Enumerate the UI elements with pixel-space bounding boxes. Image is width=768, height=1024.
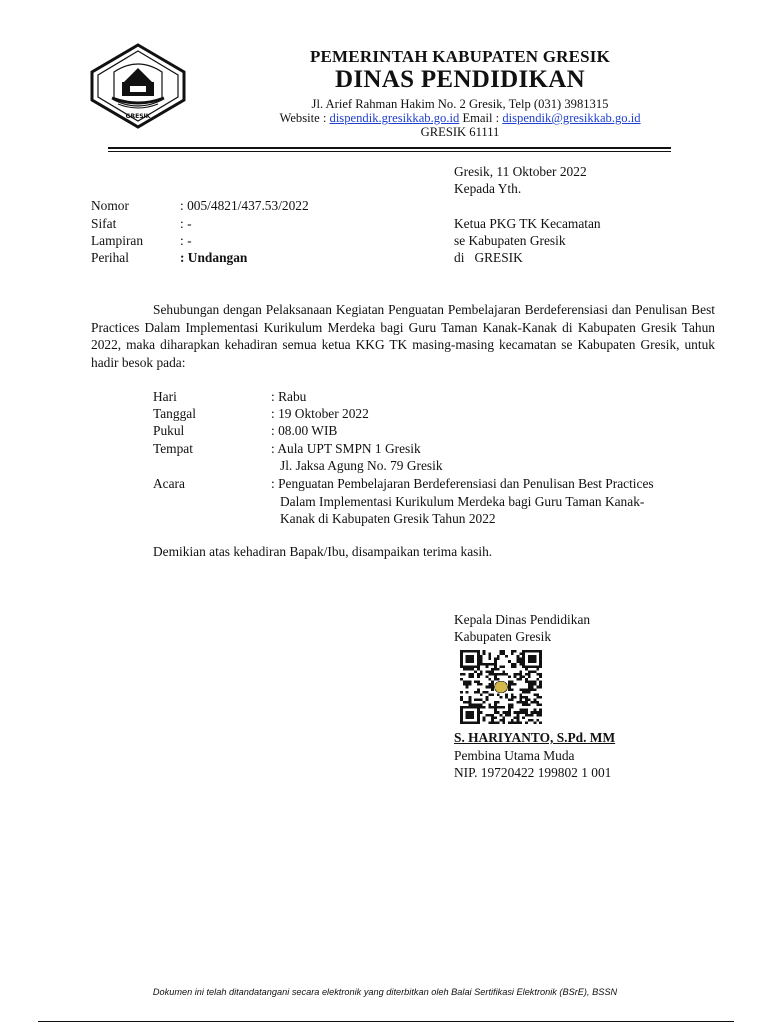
signer-nip: NIP. 19720422 199802 1 001 <box>454 765 612 780</box>
recipient-line-1: Ketua PKG TK Kecamatan <box>454 216 601 231</box>
acara-label: Acara <box>153 476 185 491</box>
letterhead-rule-thick <box>108 147 671 149</box>
agency-name: DINAS PENDIDIKAN <box>335 66 585 93</box>
meta-lampiran-value: : - <box>180 233 192 248</box>
logo-text: GRESIK <box>125 113 151 120</box>
acara-value-1: : Penguatan Pembelajaran Berdeferensiasi dan Penulisan Best Practices <box>271 476 654 491</box>
contact-line <box>200 111 720 126</box>
signer-name: S. HARIYANTO, S.Pd. MM <box>454 730 616 745</box>
recipient-line-3: di GRESIK <box>454 250 523 265</box>
recipient-line-2: se Kabupaten Gresik <box>454 233 566 248</box>
agency-address: Jl. Arief Rahman Hakim No. 2 Gresik, Telp (031) 3981315 <box>311 97 609 111</box>
pukul-value: : 08.00 WIB <box>271 423 338 438</box>
tanggal-label: Tanggal <box>153 406 196 421</box>
letter-date: Gresik, 11 Oktober 2022 <box>454 164 587 179</box>
e-signature-notice: Dokumen ini telah ditandatangani secara elektronik yang diterbitkan oleh Balai Sertifikasi Elektronik (BSrE), BSSN <box>152 987 618 997</box>
acara-value-2: Dalam Implementasi Kurikulum Merdeka bagi Guru Taman Kanak- <box>280 494 645 509</box>
website-link[interactable]: dispendik.gresikkab.go.id <box>329 111 460 125</box>
hari-label: Hari <box>153 389 177 404</box>
meta-lampiran-label: Lampiran <box>91 233 144 248</box>
meta-nomor-label: Nomor <box>91 198 129 213</box>
email-link[interactable]: dispendik@gresikkab.go.id <box>502 111 641 125</box>
signer-rank: Pembina Utama Muda <box>454 748 575 763</box>
tempat-label: Tempat <box>153 441 193 456</box>
meta-perihal-label: Perihal <box>91 250 129 265</box>
meta-perihal-value: : Undangan <box>180 250 248 265</box>
gov-name: PEMERINTAH KABUPATEN GRESIK <box>309 47 611 66</box>
qr-signature-code <box>458 650 544 724</box>
meta-sifat-value: : - <box>180 216 192 231</box>
tempat-value-2: Jl. Jaksa Agung No. 79 Gresik <box>280 458 443 473</box>
signer-title-2: Kabupaten Gresik <box>454 629 552 644</box>
website-label: Website : <box>279 111 330 125</box>
meta-sifat-label: Sifat <box>91 216 117 231</box>
tanggal-value: : 19 Oktober 2022 <box>271 406 369 421</box>
meta-nomor-value: : 005/4821/437.53/2022 <box>180 198 309 213</box>
gresik-regency-logo <box>84 42 192 130</box>
letterhead-rule-thin <box>108 151 671 152</box>
body-paragraph: Sehubungan dengan Pelaksanaan Kegiatan Penguatan Pembelajaran Berdeferensiasi dan Penulisan Best Practices Dalam Implementasi Kurikulum Merdeka bagi Guru Taman Kanak-Kanak di Kabupaten Gresik Tahun 2022, maka diharapkan kehadiran semua ketua KKG TK masing-masing kecamatan se Kabupaten Gresik, untuk hadir besok pada: <box>91 302 715 370</box>
to-label: Kepada Yth. <box>454 181 522 196</box>
acara-value-3: Kanak di Kabupaten Gresik Tahun 2022 <box>280 511 496 526</box>
pukul-label: Pukul <box>153 423 185 438</box>
tempat-value-1: : Aula UPT SMPN 1 Gresik <box>271 441 421 456</box>
city-postcode: GRESIK 61111 <box>420 125 500 139</box>
hari-value: : Rabu <box>271 389 307 404</box>
closing-sentence: Demikian atas kehadiran Bapak/Ibu, disampaikan terima kasih. <box>153 544 493 559</box>
email-label: Email : <box>459 111 503 125</box>
signer-title-1: Kepala Dinas Pendidikan <box>454 612 591 627</box>
footer-rule <box>38 1021 734 1022</box>
